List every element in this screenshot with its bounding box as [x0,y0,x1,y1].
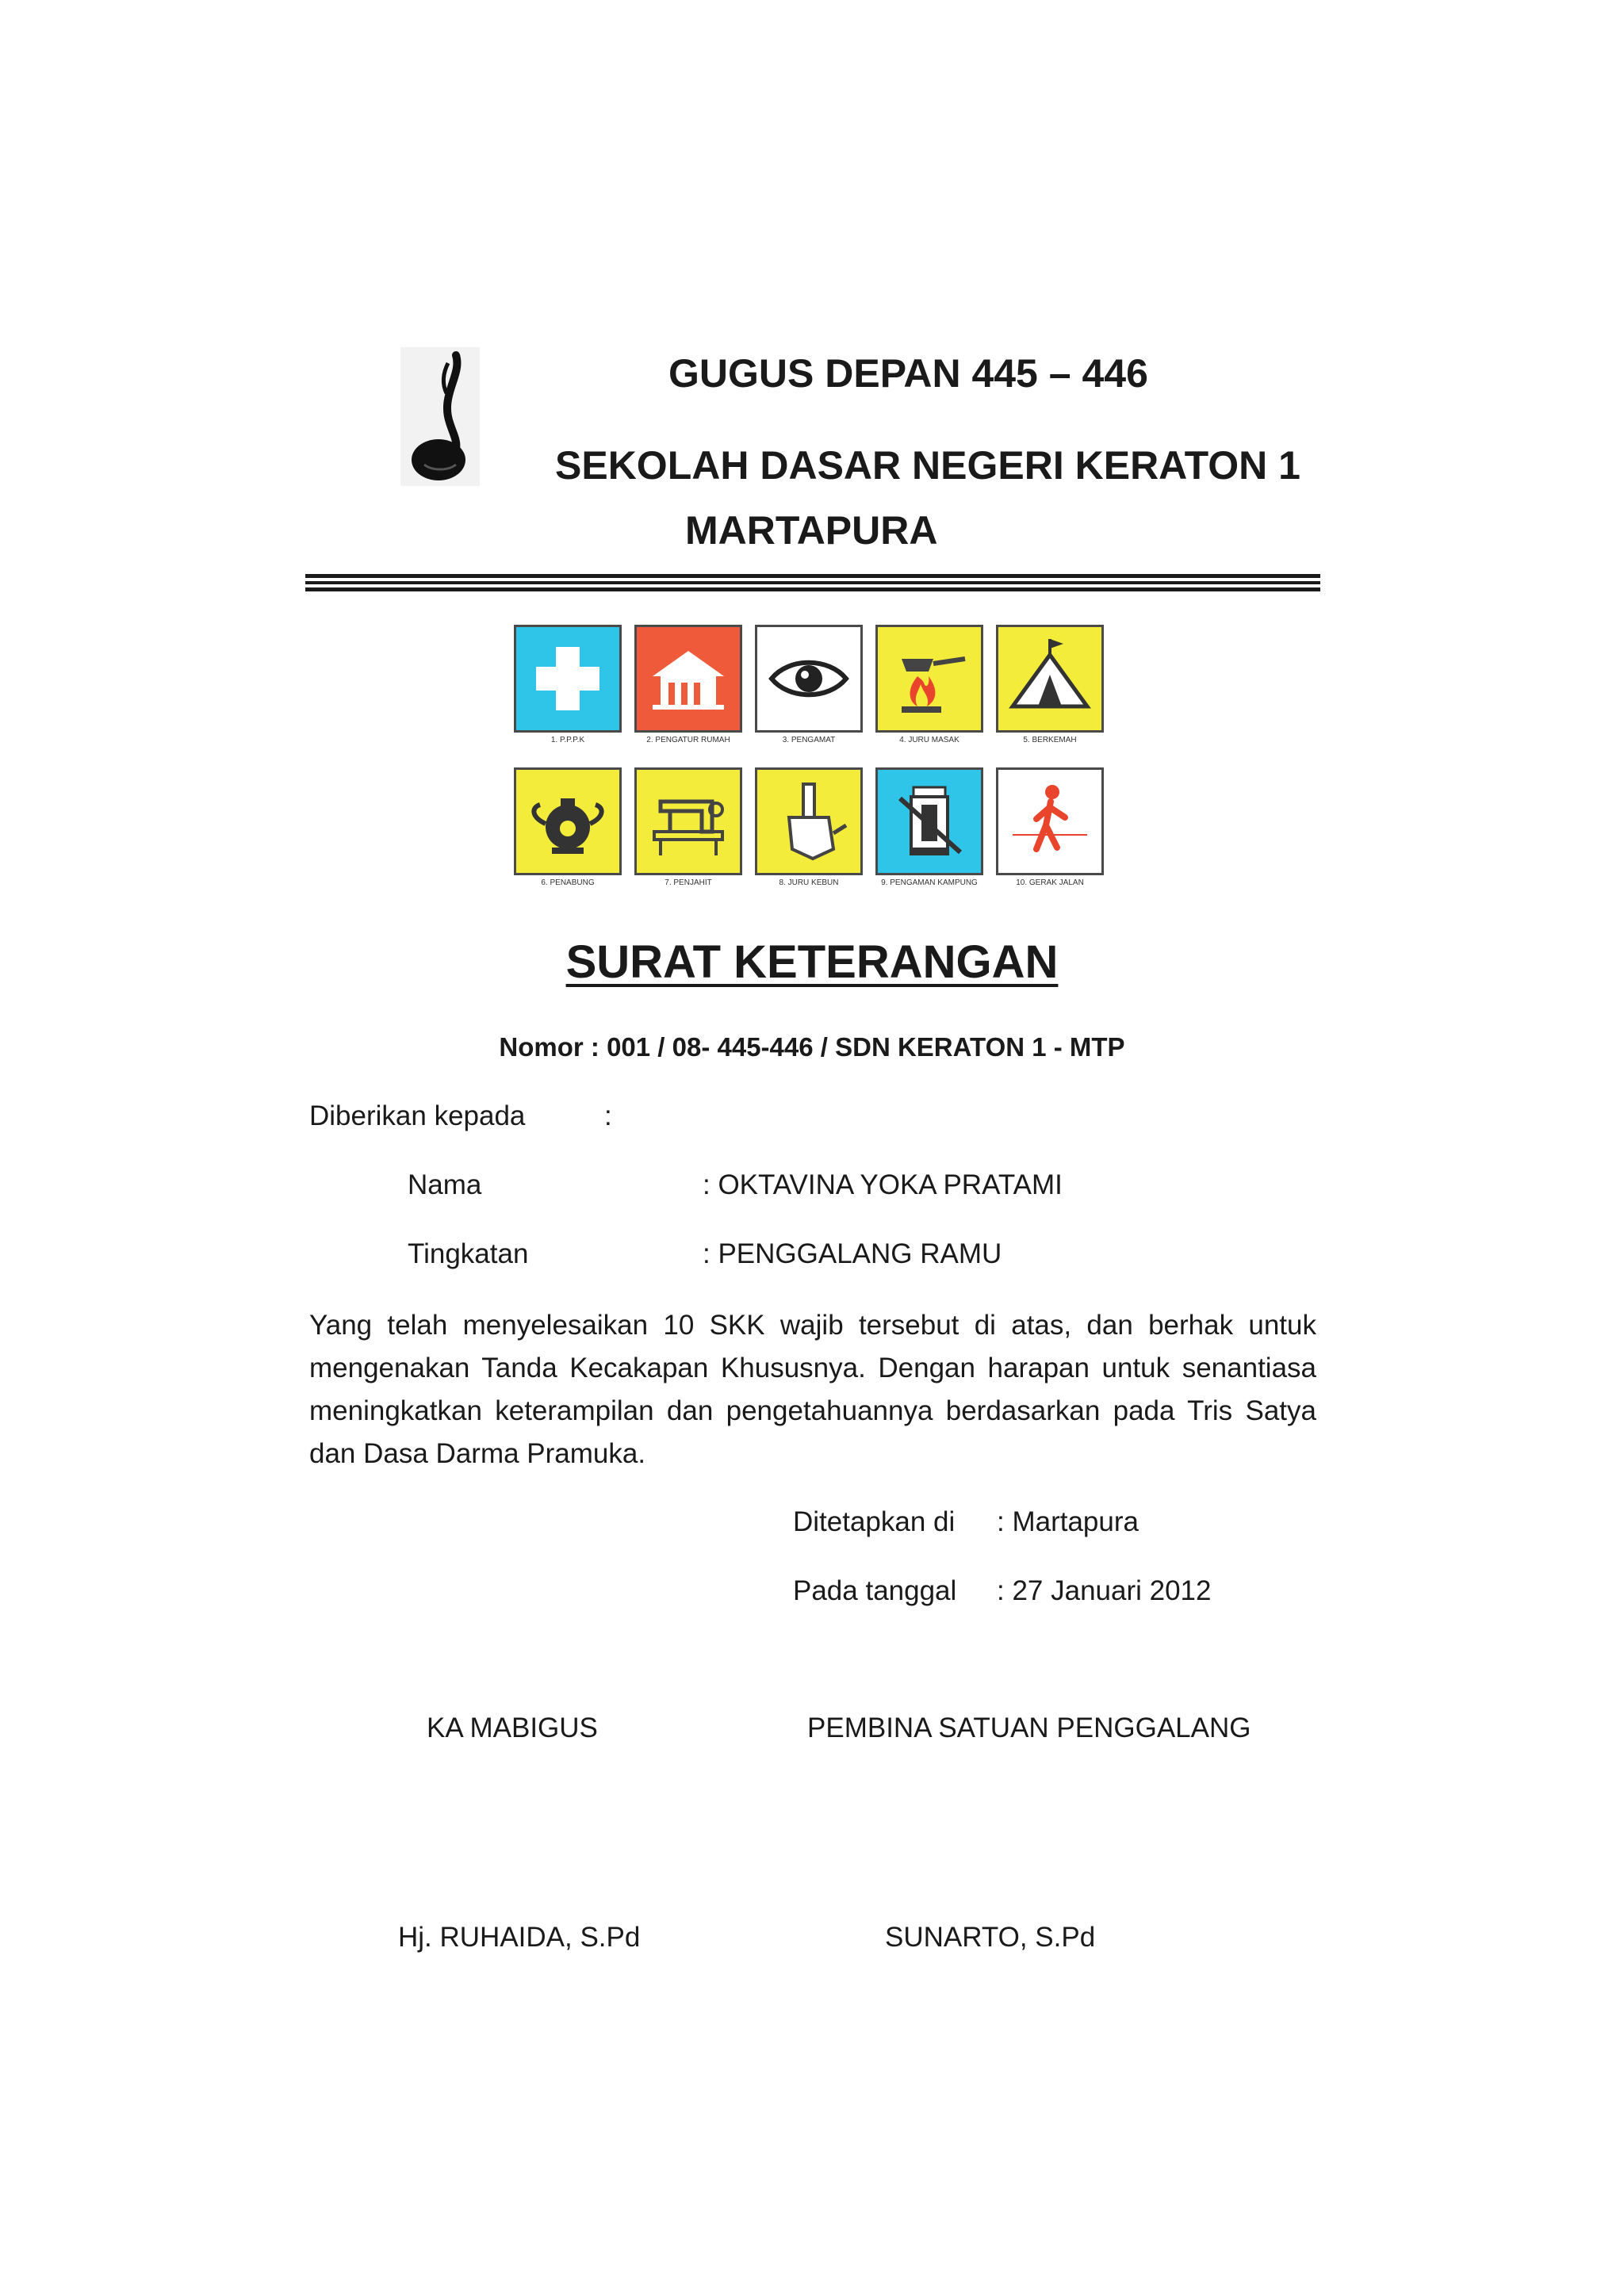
badge-caption: 4. JURU MASAK [899,736,959,744]
skk-badge-grid [514,625,1116,898]
signature-left-role: KA MABIGUS [427,1712,598,1743]
badge-caption: 3. PENGAMAT [782,736,836,744]
teapot-icon [516,770,619,873]
date-label: Pada tanggal [793,1575,957,1606]
badge-caption: 10. GERAK JALAN [1016,878,1084,887]
place-label: Ditetapkan di [793,1506,956,1537]
header-rule-1 [305,574,1320,578]
badge-penabung [514,767,622,875]
date-value: : 27 Januari 2012 [997,1575,1212,1606]
badge-caption: 5. BERKEMAH [1023,736,1077,744]
header-rule-2 [305,581,1320,584]
header-school: SEKOLAH DASAR NEGERI KERATON 1 [555,443,1300,488]
level-label: Tingkatan [408,1238,529,1269]
badge-ppk [514,625,622,733]
name-label: Nama [408,1169,482,1200]
gardening-hand-icon [757,770,860,873]
place-value: : Martapura [997,1506,1139,1537]
tent-icon [998,627,1101,730]
cooking-fire-pan-icon [878,627,981,730]
name-value: : OKTAVINA YOKA PRATAMI [703,1169,1063,1200]
header-city: MARTAPURA [685,508,938,553]
eye-icon [757,627,860,730]
first-aid-cross-icon [516,627,619,730]
signature-left-name: Hj. RUHAIDA, S.Pd [398,1922,641,1953]
badge-caption: 2. PENGATUR RUMAH [646,736,730,744]
badge-juru-kebun [755,767,863,875]
body-paragraph: Yang telah menyelesaikan 10 SKK wajib tersebut di atas, dan berhak untuk mengenakan Tanda Kecakapan Khususnya. Dengan harapan untuk senantiasa meningkatkan keterampilan dan pengetahuannya berdasarkan pada Tris Satya dan Dasa Darma Pramuka. [309,1310,1316,1469]
badge-berkemah [996,625,1104,733]
badge-juru-masak [875,625,983,733]
badge-pengamat [755,625,863,733]
signature-right-role: PEMBINA SATUAN PENGGALANG [807,1712,1251,1743]
header-gudep: GUGUS DEPAN 445 – 446 [668,351,1148,396]
header-rule-3 [305,587,1320,591]
level-value: : PENGGALANG RAMU [703,1238,1002,1269]
badge-pengaman-kampung [875,767,983,875]
house-icon [637,627,740,730]
badge-caption: 7. PENJAHIT [665,878,712,887]
badge-penjahit [634,767,742,875]
sewing-machine-icon [637,770,740,873]
badge-caption: 8. JURU KEBUN [779,878,839,887]
document-title [0,936,1624,989]
walking-man-icon [998,770,1101,873]
signature-right-name: SUNARTO, S.Pd [885,1922,1096,1953]
document-number: Nomor : 001 / 08- 445-446 / SDN KERATON 1 - MTP [499,1032,1125,1062]
badge-caption: 1. P.P.P.K [550,736,585,744]
badge-gerak-jalan [996,767,1104,875]
given-to-colon: : [604,1100,612,1131]
badge-pengatur-rumah [634,625,742,733]
badge-caption: 9. PENGAMAN KAMPUNG [881,878,978,887]
badge-caption: 6. PENABUNG [541,878,595,887]
lantern-icon [878,770,981,873]
tunas-kelapa-icon [400,347,480,486]
given-to-label: Diberikan kepada [309,1100,526,1131]
document-title-text: SURAT KETERANGAN [565,936,1059,988]
